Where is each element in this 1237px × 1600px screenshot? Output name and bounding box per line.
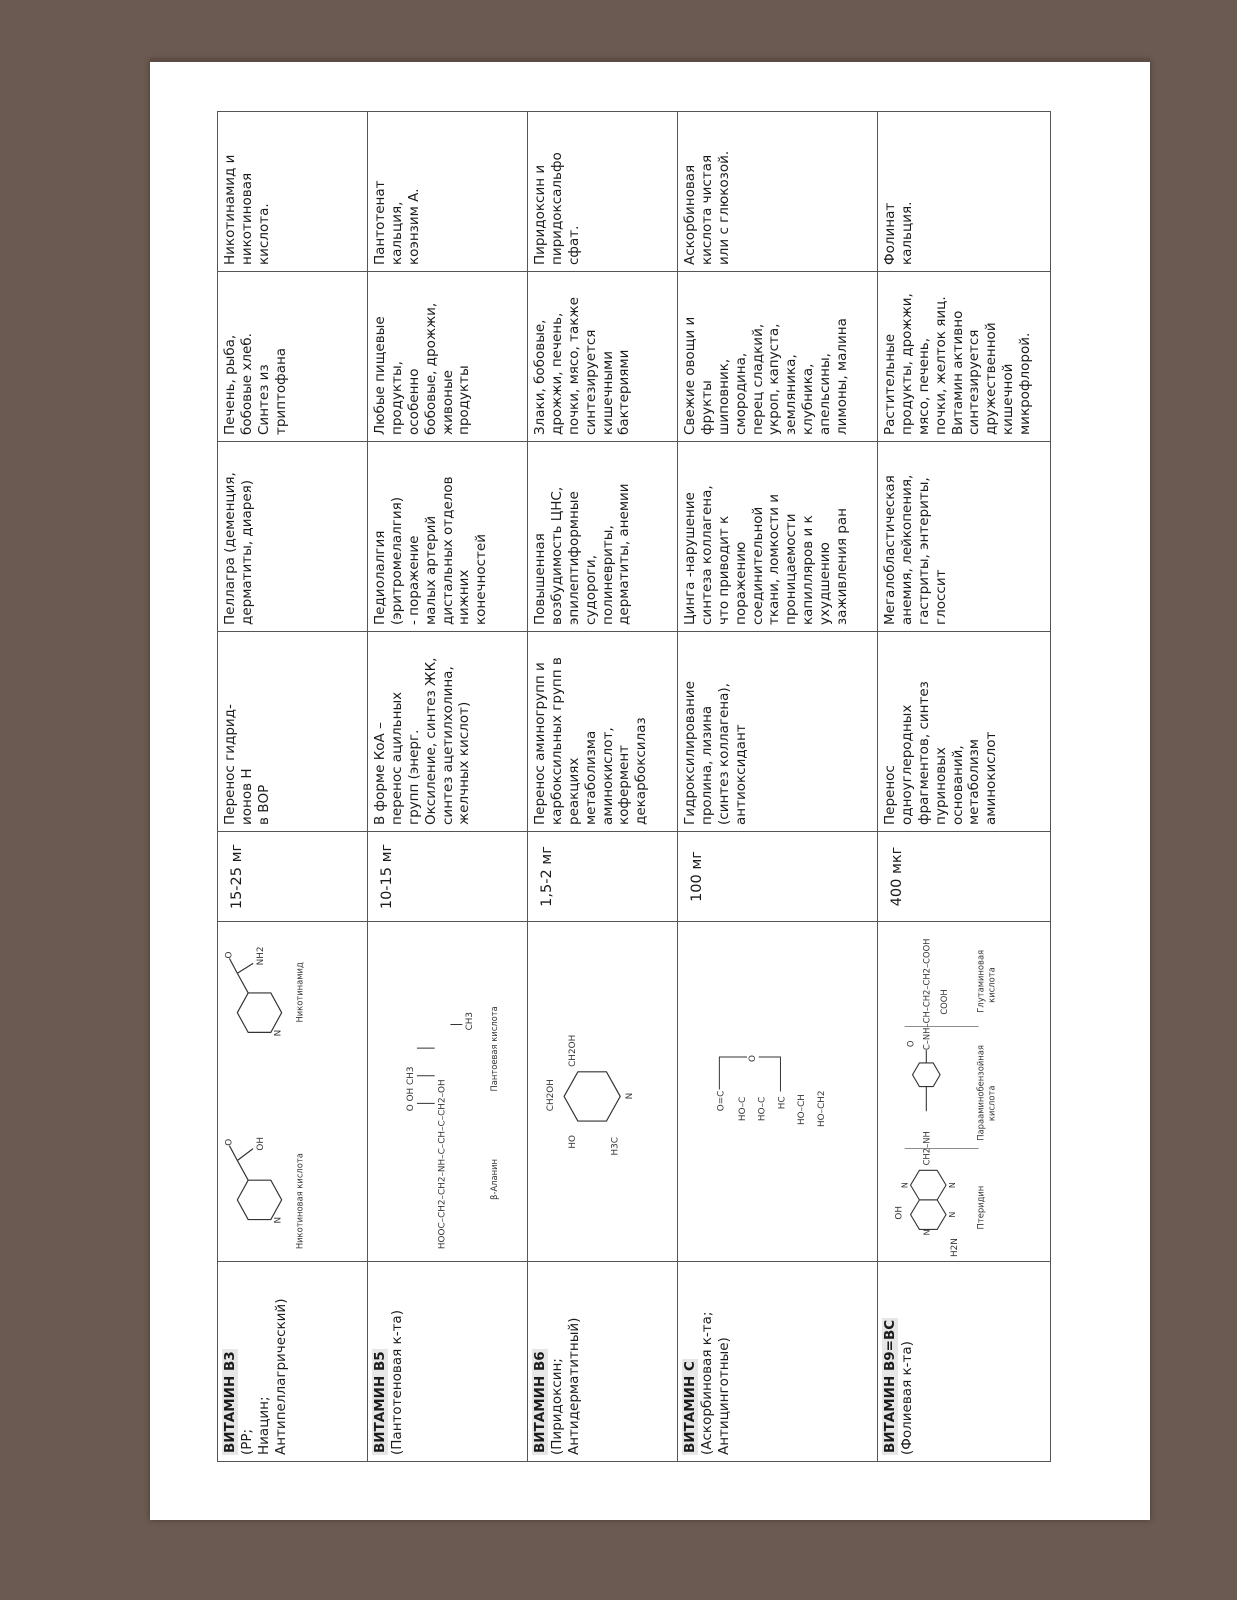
alt-name: Антицинготные) — [715, 1337, 732, 1455]
atom-label: O OH CH3 — [406, 1066, 417, 1112]
cell-text-line: групп (энерг. — [405, 729, 422, 825]
cell-text-line: смородина, — [732, 352, 749, 435]
atom-label: O=C — [716, 1090, 727, 1112]
atom-label: H3C — [610, 1137, 621, 1156]
cell-text-line: Витамин активно — [949, 310, 966, 435]
cell-text-line: продукты, — [388, 361, 405, 435]
deficiency-cell — [528, 442, 678, 632]
atom-label: OH — [894, 1205, 905, 1220]
cell-text-line: земляника, — [783, 354, 800, 435]
atom-label: N — [900, 1182, 910, 1189]
function-cell — [368, 632, 528, 832]
atom-label: N — [947, 1211, 957, 1218]
atom-label: O — [224, 951, 235, 959]
dose-cell: 10-15 мг — [368, 832, 528, 922]
cell-text-line: мясо, печень, — [915, 337, 932, 435]
atom-label: O — [224, 1138, 235, 1146]
cell-text-line: Растительные — [882, 333, 898, 435]
atom-label: N — [273, 1029, 284, 1037]
cell-text-line: или с глюкозой. — [715, 150, 732, 265]
cell-text-line: аминокислот — [983, 731, 1000, 825]
cell-text-line: Любые пищевые — [372, 316, 388, 435]
cell-text-line: (эритромелалгия) — [388, 497, 405, 625]
structure-formula-b9 — [878, 922, 1051, 1262]
dose-cell: 1,5-2 мг — [528, 832, 678, 922]
drugs-cell — [368, 112, 528, 272]
cell-text-line: Гидроксилирование — [682, 681, 698, 825]
cell-text-line: возбудимость ЦНС, — [548, 486, 565, 625]
cell-text-line: синтеза коллагена, — [698, 485, 715, 625]
cell-text-line: проницаемости — [783, 513, 800, 625]
cell-text-line: глоссит — [932, 569, 949, 625]
alt-name: (Аскорбиновая к-та; — [698, 1311, 715, 1455]
deficiency-cell — [678, 442, 878, 632]
cell-text-line: фрагментов, синтез — [915, 681, 932, 825]
cell-text-line: Педиолалгия — [372, 530, 388, 625]
cell-text-line: эпилептиформные — [565, 491, 582, 625]
cell-text-line: клубника, — [800, 363, 817, 435]
cell-text-line: триптофана — [272, 347, 289, 435]
deficiency-cell — [878, 442, 1051, 632]
cell-text-line: дрожжи, печень, — [548, 312, 565, 435]
vitamin-name-cell — [678, 1262, 878, 1462]
vitamin-name-cell — [878, 1262, 1051, 1462]
cell-text-line: в ВОР — [255, 784, 272, 825]
compound-label: Никотинамид — [294, 962, 305, 1023]
cell-text-line: пиридоксальфо — [548, 152, 565, 265]
cell-text-line: кишечной — [1000, 363, 1017, 435]
dose-cell: 400 мкг — [878, 832, 1051, 922]
cell-text-line: нижних — [456, 569, 473, 625]
cell-text-line: почки, мясо, также — [565, 297, 582, 435]
cell-text-line: особенно — [405, 368, 422, 435]
nicotinic-structure — [220, 924, 365, 1259]
cell-text-line: Перенос гидрид- — [222, 704, 238, 825]
atom-label: N — [625, 1092, 636, 1100]
cell-text-line: Оксиление, синтез ЖК, — [422, 657, 439, 825]
drugs-cell — [218, 112, 368, 272]
cell-text-line: бактериями — [616, 349, 633, 435]
atom-label: N — [922, 1229, 932, 1236]
cell-text-line: дерматиты, диарея) — [238, 479, 255, 625]
cell-text-line: Перенос — [882, 765, 898, 825]
cell-text-line: Печень, рыба, — [222, 334, 238, 435]
compound-label: кислота — [986, 967, 997, 1003]
atom-label: NH2 — [255, 946, 266, 966]
alt-name: (Фолиевая к-та) — [898, 1341, 915, 1455]
table-row — [368, 112, 528, 1462]
chain-label: HOOC–CH2–CH2–NH–C–CH–C–CH2–OH — [437, 1079, 448, 1250]
structure-formula-b3 — [218, 922, 368, 1262]
cell-text-line: антиоксидант — [732, 724, 749, 825]
cell-text-line: дистальных отделов — [439, 476, 456, 625]
cell-text-line: ткани, ломкости и — [766, 493, 783, 625]
cell-text-line: апельсины, — [817, 353, 833, 435]
cell-text-line: реакциях — [565, 757, 582, 825]
cell-text-line: дружественной — [983, 322, 1000, 435]
cell-text-line: карбоксильных групп в — [548, 657, 565, 825]
cell-text-line: кальция. — [898, 201, 915, 265]
cell-text-line: полиневриты, — [599, 525, 616, 625]
cell-text-line: перец сладкий, — [749, 323, 766, 435]
drugs-cell — [878, 112, 1051, 272]
atom-label: CH2OH — [546, 1079, 557, 1112]
vitamin-name: ВИТАМИН С — [682, 1361, 698, 1453]
structure-formula-b6 — [528, 922, 678, 1262]
atom-label: CH3 — [465, 1011, 476, 1031]
vitamin-table — [217, 111, 1051, 1462]
cell-text-line: поражению — [732, 541, 749, 625]
paper-edge — [150, 58, 1150, 62]
cell-text-line: соединительной — [749, 506, 766, 625]
cell-text-line: почки, желток яиц. — [932, 296, 949, 435]
dose-cell: 100 мг — [678, 832, 878, 922]
atom-label: CH2OH — [567, 1034, 578, 1067]
atom-label: COOH — [939, 989, 949, 1015]
cell-text-line: фрукты — [698, 380, 715, 435]
vitamin-name-cell — [528, 1262, 678, 1462]
cell-text-line: заживления ран — [833, 508, 850, 625]
compound-label: Пантоевая кислота — [488, 1006, 499, 1092]
cell-text-line: шиповник, — [715, 358, 732, 435]
pantothenic-structure — [370, 924, 525, 1259]
vitamin-name-cell — [368, 1262, 528, 1462]
ascorbic-structure — [680, 924, 875, 1259]
cell-text-line: гастриты, энтериты, — [915, 477, 932, 625]
alt-name: Антипеллагрический) — [272, 1298, 289, 1455]
cell-text-line: бобовые, дрожжи, — [422, 302, 439, 435]
table-row — [528, 112, 678, 1462]
atom-label: HO–CH — [797, 1094, 808, 1125]
alt-name: Антидерматитный) — [565, 1317, 582, 1455]
compound-label: Птеридин — [975, 1185, 986, 1230]
cell-text-line: что приводит к — [715, 515, 732, 625]
cell-text-line: дерматиты, анемии — [616, 483, 633, 625]
cell-text-line: декарбоксилаз — [633, 717, 650, 825]
table-row — [878, 112, 1051, 1462]
vitamin-name: ВИТАМИН В3 — [222, 1351, 238, 1453]
cell-text-line: Мегалобластическая — [882, 475, 898, 625]
cell-text-line: Фолинат — [882, 202, 898, 265]
cell-text-line: бобовые хлеб. — [238, 333, 255, 435]
atom-label: HO–C — [757, 1096, 768, 1122]
cell-text-line: Никотинамид и — [222, 154, 238, 265]
dose-cell: 15-25 мг — [218, 832, 368, 922]
cell-text-line: капилляров и к — [800, 515, 817, 625]
cell-text-line: никотиновая — [238, 172, 255, 265]
cell-text-line: (синтез коллагена), — [715, 683, 732, 825]
cell-text-line: Синтез из — [255, 364, 272, 435]
rotated-table-container — [217, 112, 1047, 1462]
cell-text-line: анемия, лейкопения, — [898, 474, 915, 625]
cell-text-line: конечностей — [473, 534, 490, 625]
compound-label: Никотиновая кислота — [294, 1153, 305, 1250]
cell-text-line: Перенос аминогрупп и — [532, 662, 548, 825]
sources-cell — [678, 272, 878, 442]
atom-label: N — [273, 1216, 284, 1224]
cell-text-line: кофермент — [616, 744, 633, 825]
atom-label: O — [747, 1054, 758, 1062]
cell-text-line: малых артерий — [422, 515, 439, 625]
deficiency-cell — [218, 442, 368, 632]
compound-label: Парааминобензойная — [975, 1045, 986, 1141]
cell-text-line: синтезируется — [966, 329, 983, 435]
cell-text-line: живоные — [439, 370, 456, 435]
vitamin-name: ВИТАМИН В5 — [372, 1351, 388, 1453]
cell-text-line: аминокислот, — [599, 727, 616, 825]
cell-text-line: синтезируется — [582, 329, 599, 435]
cell-text-line: Повышенная — [532, 533, 548, 625]
cell-text-line: коэнзим А. — [405, 188, 422, 265]
deficiency-cell — [368, 442, 528, 632]
cell-text-line: синтез ацетилхолина, — [439, 666, 456, 825]
cell-text-line: перенос ацильных — [388, 691, 405, 825]
sources-cell — [528, 272, 678, 442]
vitamin-name: ВИТАМИН В6 — [532, 1351, 548, 1453]
cell-text-line: метаболизма — [582, 730, 599, 825]
compound-label: β-Аланин — [488, 1158, 499, 1200]
compound-label: кислота — [986, 1085, 997, 1122]
table-row — [678, 112, 878, 1462]
atom-label: H2N — [949, 1238, 960, 1258]
atom-label: HO — [567, 1135, 578, 1149]
drugs-cell — [678, 112, 878, 272]
alt-name: (Пиридоксин; — [548, 1358, 565, 1455]
cell-text-line: кишечными — [599, 350, 616, 435]
compound-label: Глутаминовая — [975, 949, 986, 1013]
vitamin-name: ВИТАМИН В9=ВС — [882, 1319, 898, 1453]
atom-label: N — [947, 1182, 957, 1189]
cell-text-line: укроп, капуста, — [766, 323, 783, 435]
cell-text-line: - поражение — [405, 535, 422, 625]
cell-text-line: судороги, — [582, 555, 599, 625]
atom-label: O — [905, 1040, 916, 1048]
cell-text-line: Свежие овощи и — [682, 316, 698, 435]
alt-name: Ниацин; — [255, 1396, 272, 1455]
sources-cell — [878, 272, 1051, 442]
cell-text-line: продукты — [456, 365, 473, 435]
cell-text-line: Цинга -нарушение — [682, 492, 698, 625]
cell-text-line: сфат. — [565, 225, 582, 265]
cell-text-line: кислота. — [255, 203, 272, 265]
pyridoxine-structure — [530, 924, 675, 1259]
function-cell — [528, 632, 678, 832]
alt-name: (Пантотеновая к-та) — [388, 1310, 405, 1455]
structure-formula-b5 — [368, 922, 528, 1262]
structure-formula-c — [678, 922, 878, 1262]
cell-text-line: пуриновых — [932, 747, 949, 825]
cell-text-line: ионов Н — [238, 768, 255, 825]
cell-text-line: Пиридоксин и — [532, 164, 548, 265]
cell-text-line: Аскорбиновая — [682, 164, 698, 265]
cell-text-line: оснований, — [949, 745, 966, 825]
sources-cell — [218, 272, 368, 442]
atom-label: C–NH–CH–CH2–CH2–COOH — [921, 938, 932, 1051]
cell-text-line: пролина, лизина — [698, 705, 715, 825]
cell-text-line: метаболизм — [966, 739, 983, 825]
drugs-cell — [528, 112, 678, 272]
atom-label: CH2–NH — [921, 1131, 932, 1166]
cell-text-line: микрофлорой. — [1017, 332, 1033, 435]
function-cell — [678, 632, 878, 832]
atom-label: HO–CH2 — [816, 1090, 827, 1127]
cell-text-line: кислота чистая — [698, 154, 715, 265]
cell-text-line: Пантотенат — [372, 180, 388, 265]
cell-text-line: Пеллагра (деменция, — [222, 472, 238, 625]
alt-name: (PP; — [238, 1428, 255, 1455]
cell-text-line: кальция, — [388, 201, 405, 265]
atom-label: HO–C — [737, 1096, 748, 1122]
function-cell — [878, 632, 1051, 832]
atom-label: OH — [255, 1136, 266, 1151]
sources-cell — [368, 272, 528, 442]
cell-text-line: Злаки, бобовые, — [532, 319, 548, 435]
cell-text-line: лимоны, малина — [833, 318, 850, 435]
cell-text-line: одноуглеродных — [898, 704, 915, 825]
function-cell — [218, 632, 368, 832]
atom-label: HC — [777, 1096, 788, 1110]
folic-structure — [880, 924, 1048, 1259]
cell-text-line: желчных кислот) — [456, 701, 473, 825]
cell-text-line: В форме КоА – — [372, 722, 388, 825]
cell-text-line: продукты, дрожжи, — [898, 293, 915, 435]
cell-text-line: ухудшению — [817, 542, 833, 625]
table-row — [218, 112, 368, 1462]
vitamin-name-cell — [218, 1262, 368, 1462]
